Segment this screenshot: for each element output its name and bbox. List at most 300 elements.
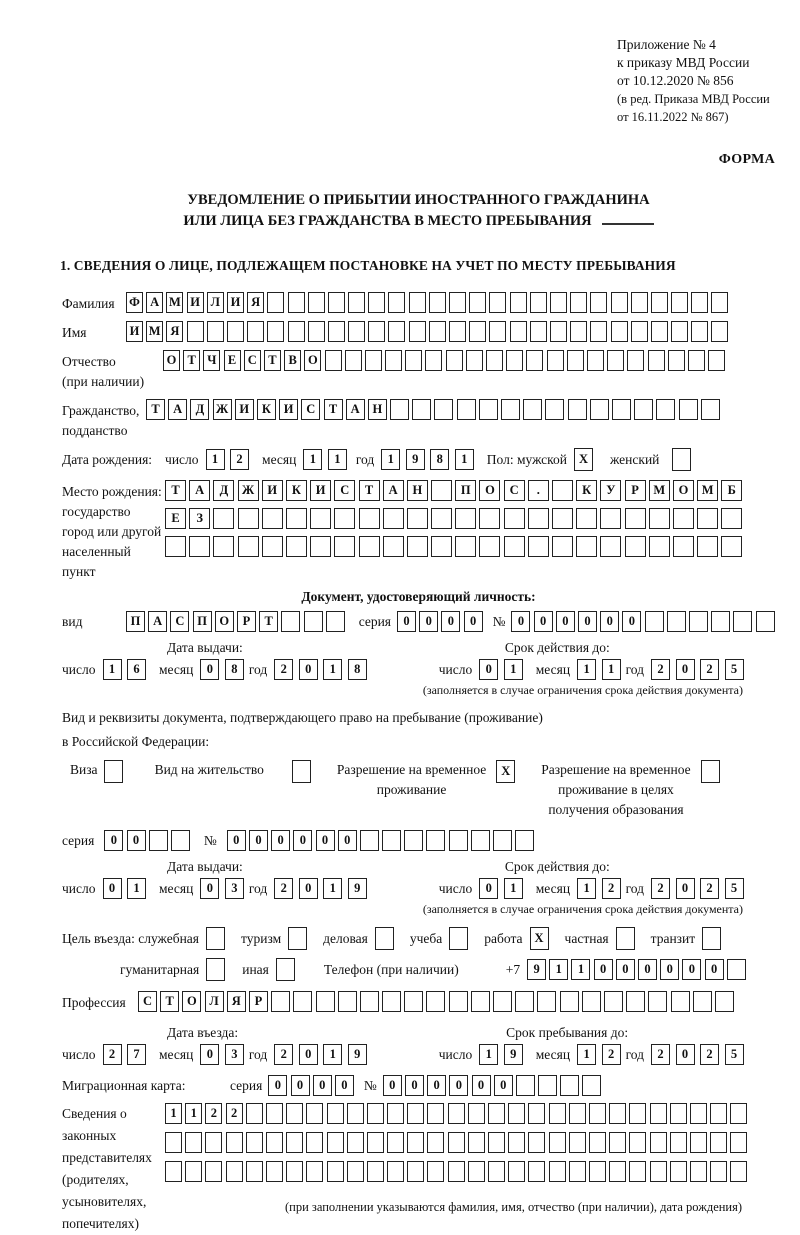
cell[interactable] [560,1075,579,1096]
doc-issue-day-input[interactable] [103,659,147,680]
cell[interactable] [431,536,452,557]
cell[interactable]: В [284,350,301,371]
cell[interactable]: С [244,350,261,371]
cell[interactable]: Т [259,611,278,632]
cell[interactable]: М [649,480,670,501]
cell[interactable] [730,1103,747,1124]
cell[interactable]: Д [190,399,209,420]
cell[interactable]: С [301,399,320,420]
cell[interactable]: Л [205,991,224,1012]
doc-number-input[interactable] [511,611,774,632]
cell[interactable] [266,1132,283,1153]
cell[interactable]: 5 [725,878,744,899]
cell[interactable]: 1 [577,878,596,899]
cell[interactable] [468,1132,485,1153]
cell[interactable]: 0 [534,611,553,632]
cell[interactable] [226,1132,243,1153]
cell[interactable] [286,1132,303,1153]
cell[interactable]: 7 [127,1044,146,1065]
entry-month-input[interactable] [200,1044,244,1065]
cell[interactable] [165,1161,182,1182]
doc-type-input[interactable] [126,611,345,632]
cell[interactable] [383,508,404,529]
cell[interactable]: 0 [271,830,290,851]
cell[interactable]: С [170,611,189,632]
cell[interactable] [185,1132,202,1153]
cell[interactable]: 2 [274,878,293,899]
cell[interactable]: Л [207,292,224,313]
cell[interactable] [710,1103,727,1124]
cell[interactable] [246,1103,263,1124]
surname-input[interactable] [126,292,728,313]
cell[interactable] [382,830,401,851]
cell[interactable] [267,292,284,313]
cell[interactable] [600,508,621,529]
cell[interactable] [262,536,283,557]
cell[interactable]: К [286,480,307,501]
cell[interactable]: 0 [578,611,597,632]
legal-reps-input-row3[interactable] [165,1161,747,1182]
cell[interactable] [338,991,357,1012]
cell[interactable] [649,536,670,557]
cell[interactable] [189,536,210,557]
cell[interactable]: И [227,292,244,313]
cell[interactable] [271,991,290,1012]
birth-year-input[interactable] [381,449,474,470]
cell[interactable] [733,611,752,632]
cell[interactable] [570,292,587,313]
cell[interactable]: А [168,399,187,420]
purpose-tourism-checkbox[interactable] [288,927,307,950]
cell[interactable] [367,1132,384,1153]
cell[interactable] [582,1075,601,1096]
cell[interactable] [266,1103,283,1124]
cell[interactable]: Д [213,480,234,501]
cell[interactable] [590,321,607,342]
purpose-work-checkbox[interactable]: X [530,927,549,950]
cell[interactable]: 0 [511,611,530,632]
cell[interactable]: Т [183,350,200,371]
cell[interactable] [205,1161,222,1182]
cell[interactable] [266,1161,283,1182]
cell[interactable] [708,350,725,371]
cell[interactable]: А [148,611,167,632]
cell[interactable] [570,321,587,342]
cell[interactable] [671,292,688,313]
cell[interactable] [671,321,688,342]
cell[interactable] [516,1075,535,1096]
cell[interactable] [552,536,573,557]
cell[interactable]: З [189,508,210,529]
cell[interactable] [609,1132,626,1153]
cell[interactable] [690,1132,707,1153]
cell[interactable] [359,508,380,529]
doc-valid-month-input[interactable] [577,659,621,680]
cell[interactable] [429,292,446,313]
cell[interactable]: 3 [225,878,244,899]
cell[interactable] [149,830,168,851]
cell[interactable] [407,1103,424,1124]
cell[interactable] [425,350,442,371]
cell[interactable]: 0 [494,1075,513,1096]
cell[interactable]: 0 [556,611,575,632]
birth-month-input[interactable] [303,449,347,470]
cell[interactable] [455,536,476,557]
cell[interactable] [187,321,204,342]
cell[interactable] [538,1075,557,1096]
cell[interactable] [671,991,690,1012]
cell[interactable]: 0 [638,959,657,980]
cell[interactable]: Т [324,399,343,420]
sex-female-checkbox[interactable] [672,448,691,471]
cell[interactable] [631,321,648,342]
purpose-transit-checkbox[interactable] [702,927,721,950]
cell[interactable]: 1 [381,449,400,470]
cell[interactable] [286,508,307,529]
cell[interactable] [600,536,621,557]
cell[interactable] [246,1132,263,1153]
cell[interactable] [489,321,506,342]
res-valid-day-input[interactable] [479,878,523,899]
cell[interactable]: Р [237,611,256,632]
cell[interactable]: 0 [705,959,724,980]
cell[interactable] [629,1161,646,1182]
doc-issue-month-input[interactable] [200,659,244,680]
cell[interactable] [650,1132,667,1153]
cell[interactable]: Ф [126,292,143,313]
cell[interactable] [427,1132,444,1153]
mig-series-input[interactable] [268,1075,354,1096]
cell[interactable]: 0 [616,959,635,980]
cell[interactable]: О [673,480,694,501]
cell[interactable] [560,991,579,1012]
cell[interactable] [213,536,234,557]
res-series-input[interactable] [104,830,190,851]
cell[interactable] [530,292,547,313]
cell[interactable]: 2 [103,1044,122,1065]
cell[interactable] [347,1132,364,1153]
cell[interactable] [468,1103,485,1124]
cell[interactable]: 0 [299,1044,318,1065]
cell[interactable]: О [163,350,180,371]
cell[interactable] [328,292,345,313]
cell[interactable]: 9 [527,959,546,980]
cell[interactable] [486,350,503,371]
cell[interactable] [288,321,305,342]
entry-year-input[interactable] [274,1044,367,1065]
entry-day-input[interactable] [103,1044,147,1065]
cell[interactable]: 9 [406,449,425,470]
cell[interactable]: 0 [103,878,122,899]
cell[interactable] [457,399,476,420]
cell[interactable] [670,1132,687,1153]
cell[interactable] [205,1132,222,1153]
cell[interactable] [508,1132,525,1153]
sex-male-checkbox[interactable]: X [574,448,593,471]
cell[interactable] [626,991,645,1012]
cell[interactable]: 0 [200,1044,219,1065]
cell[interactable]: 0 [249,830,268,851]
cell[interactable] [407,508,428,529]
cell[interactable] [304,611,323,632]
cell[interactable]: 9 [348,1044,367,1065]
cell[interactable] [710,1132,727,1153]
cell[interactable]: И [126,321,143,342]
cell[interactable]: 0 [600,611,619,632]
cell[interactable] [673,536,694,557]
cell[interactable] [510,321,527,342]
cell[interactable] [426,830,445,851]
cell[interactable] [334,508,355,529]
cell[interactable] [589,1103,606,1124]
cell[interactable] [446,350,463,371]
cell[interactable] [576,508,597,529]
purpose-humanitarian-checkbox[interactable] [206,958,225,981]
cell[interactable] [286,1103,303,1124]
cell[interactable] [434,399,453,420]
cell[interactable]: И [187,292,204,313]
cell[interactable] [590,399,609,420]
cell[interactable]: 0 [676,878,695,899]
cell[interactable]: 0 [338,830,357,851]
cell[interactable] [715,991,734,1012]
cell[interactable] [582,991,601,1012]
cell[interactable]: 0 [200,659,219,680]
cell[interactable]: 0 [268,1075,287,1096]
cell[interactable]: 1 [206,449,225,470]
cell[interactable]: 1 [303,449,322,470]
phone-input[interactable] [527,959,746,980]
cell[interactable] [697,536,718,557]
cell[interactable]: 1 [323,659,342,680]
cell[interactable] [479,536,500,557]
cell[interactable] [306,1161,323,1182]
cell[interactable] [645,611,664,632]
cell[interactable]: 3 [225,1044,244,1065]
cell[interactable] [368,321,385,342]
res-issue-year-input[interactable] [274,878,367,899]
cell[interactable] [171,830,190,851]
cell[interactable]: 2 [700,878,719,899]
cell[interactable] [347,1161,364,1182]
cell[interactable]: И [262,480,283,501]
cell[interactable]: 2 [602,1044,621,1065]
cell[interactable] [528,536,549,557]
cell[interactable]: О [304,350,321,371]
cell[interactable] [609,1103,626,1124]
cell[interactable]: 1 [103,659,122,680]
cell[interactable] [407,536,428,557]
profession-input[interactable] [138,991,734,1012]
cell[interactable] [466,350,483,371]
cell[interactable] [721,536,742,557]
cell[interactable] [407,1161,424,1182]
cell[interactable] [404,991,423,1012]
cell[interactable]: М [697,480,718,501]
cell[interactable]: С [504,480,525,501]
cell[interactable] [545,399,564,420]
cell[interactable] [267,321,284,342]
cell[interactable] [407,1132,424,1153]
cell[interactable] [689,611,708,632]
cell[interactable]: 0 [200,878,219,899]
cell[interactable] [404,830,423,851]
cell[interactable] [690,1103,707,1124]
cell[interactable] [326,611,345,632]
cell[interactable] [310,536,331,557]
cell[interactable]: Т [160,991,179,1012]
cell[interactable] [388,321,405,342]
cell[interactable] [651,321,668,342]
cell[interactable] [405,350,422,371]
cell[interactable] [631,292,648,313]
cell[interactable]: 0 [464,611,483,632]
cell[interactable] [670,1161,687,1182]
cell[interactable]: 2 [274,659,293,680]
cell[interactable]: 0 [291,1075,310,1096]
cell[interactable] [165,1132,182,1153]
cell[interactable]: П [193,611,212,632]
cell[interactable] [449,292,466,313]
cell[interactable] [479,399,498,420]
cell[interactable] [165,536,186,557]
cell[interactable]: 1 [165,1103,182,1124]
cell[interactable]: 8 [225,659,244,680]
cell[interactable] [501,399,520,420]
cell[interactable]: 0 [127,830,146,851]
temp-residence-edu-checkbox[interactable] [701,760,720,783]
cell[interactable]: 1 [127,878,146,899]
cell[interactable] [508,1161,525,1182]
cell[interactable]: 2 [274,1044,293,1065]
cell[interactable] [550,321,567,342]
cell[interactable] [701,399,720,420]
cell[interactable]: 2 [651,878,670,899]
cell[interactable] [569,1132,586,1153]
cell[interactable] [547,350,564,371]
cell[interactable] [530,321,547,342]
cell[interactable] [468,1161,485,1182]
cell[interactable]: 0 [313,1075,332,1096]
cell[interactable] [293,991,312,1012]
cell[interactable] [523,399,542,420]
cell[interactable]: А [346,399,365,420]
cell[interactable] [185,1161,202,1182]
cell[interactable] [727,959,746,980]
cell[interactable] [286,536,307,557]
cell[interactable] [552,480,573,501]
cell[interactable] [589,1132,606,1153]
cell[interactable]: 0 [397,611,416,632]
cell[interactable]: Я [227,991,246,1012]
cell[interactable] [327,1103,344,1124]
cell[interactable]: 0 [676,1044,695,1065]
cell[interactable] [711,321,728,342]
cell[interactable]: 0 [660,959,679,980]
cell[interactable] [325,350,342,371]
cell[interactable] [383,536,404,557]
cell[interactable] [493,991,512,1012]
cell[interactable]: 1 [571,959,590,980]
cell[interactable] [227,321,244,342]
cell[interactable]: 1 [328,449,347,470]
cell[interactable] [286,1161,303,1182]
cell[interactable] [427,1161,444,1182]
purpose-study-checkbox[interactable] [449,927,468,950]
cell[interactable] [246,1161,263,1182]
citizenship-input[interactable] [146,399,720,420]
cell[interactable] [471,830,490,851]
cell[interactable] [316,991,335,1012]
cell[interactable] [427,1103,444,1124]
cell[interactable] [288,292,305,313]
cell[interactable] [629,1132,646,1153]
cell[interactable]: 0 [479,659,498,680]
cell[interactable]: У [600,480,621,501]
cell[interactable] [213,508,234,529]
cell[interactable] [515,830,534,851]
cell[interactable]: Ч [203,350,220,371]
cell[interactable]: 1 [602,659,621,680]
cell[interactable] [385,350,402,371]
cell[interactable] [387,1103,404,1124]
cell[interactable] [587,350,604,371]
cell[interactable]: А [383,480,404,501]
cell[interactable] [711,611,730,632]
res-issue-month-input[interactable] [200,878,244,899]
res-issue-day-input[interactable] [103,878,147,899]
cell[interactable]: 0 [427,1075,446,1096]
cell[interactable] [730,1132,747,1153]
cell[interactable]: 0 [682,959,701,980]
cell[interactable]: 2 [226,1103,243,1124]
cell[interactable] [673,508,694,529]
legal-reps-input-row2[interactable] [165,1132,747,1153]
cell[interactable] [550,292,567,313]
cell[interactable]: Е [165,508,186,529]
cell[interactable] [611,321,628,342]
birthplace-input-row3[interactable] [165,536,742,557]
cell[interactable] [629,1103,646,1124]
cell[interactable] [625,508,646,529]
cell[interactable]: 8 [430,449,449,470]
cell[interactable] [549,1132,566,1153]
cell[interactable]: 0 [676,659,695,680]
cell[interactable]: 2 [651,1044,670,1065]
cell[interactable]: И [235,399,254,420]
doc-valid-year-input[interactable] [651,659,744,680]
cell[interactable] [387,1132,404,1153]
cell[interactable]: М [166,292,183,313]
cell[interactable]: 2 [700,1044,719,1065]
cell[interactable]: Т [359,480,380,501]
cell[interactable]: 2 [700,659,719,680]
doc-valid-day-input[interactable] [479,659,523,680]
cell[interactable] [528,1161,545,1182]
cell[interactable] [262,508,283,529]
cell[interactable] [479,508,500,529]
doc-issue-year-input[interactable] [274,659,367,680]
cell[interactable] [697,508,718,529]
cell[interactable] [334,536,355,557]
cell[interactable] [649,508,670,529]
temp-residence-checkbox[interactable]: X [496,760,515,783]
cell[interactable] [648,350,665,371]
cell[interactable] [568,399,587,420]
cell[interactable] [691,321,708,342]
cell[interactable] [388,292,405,313]
cell[interactable] [367,1103,384,1124]
